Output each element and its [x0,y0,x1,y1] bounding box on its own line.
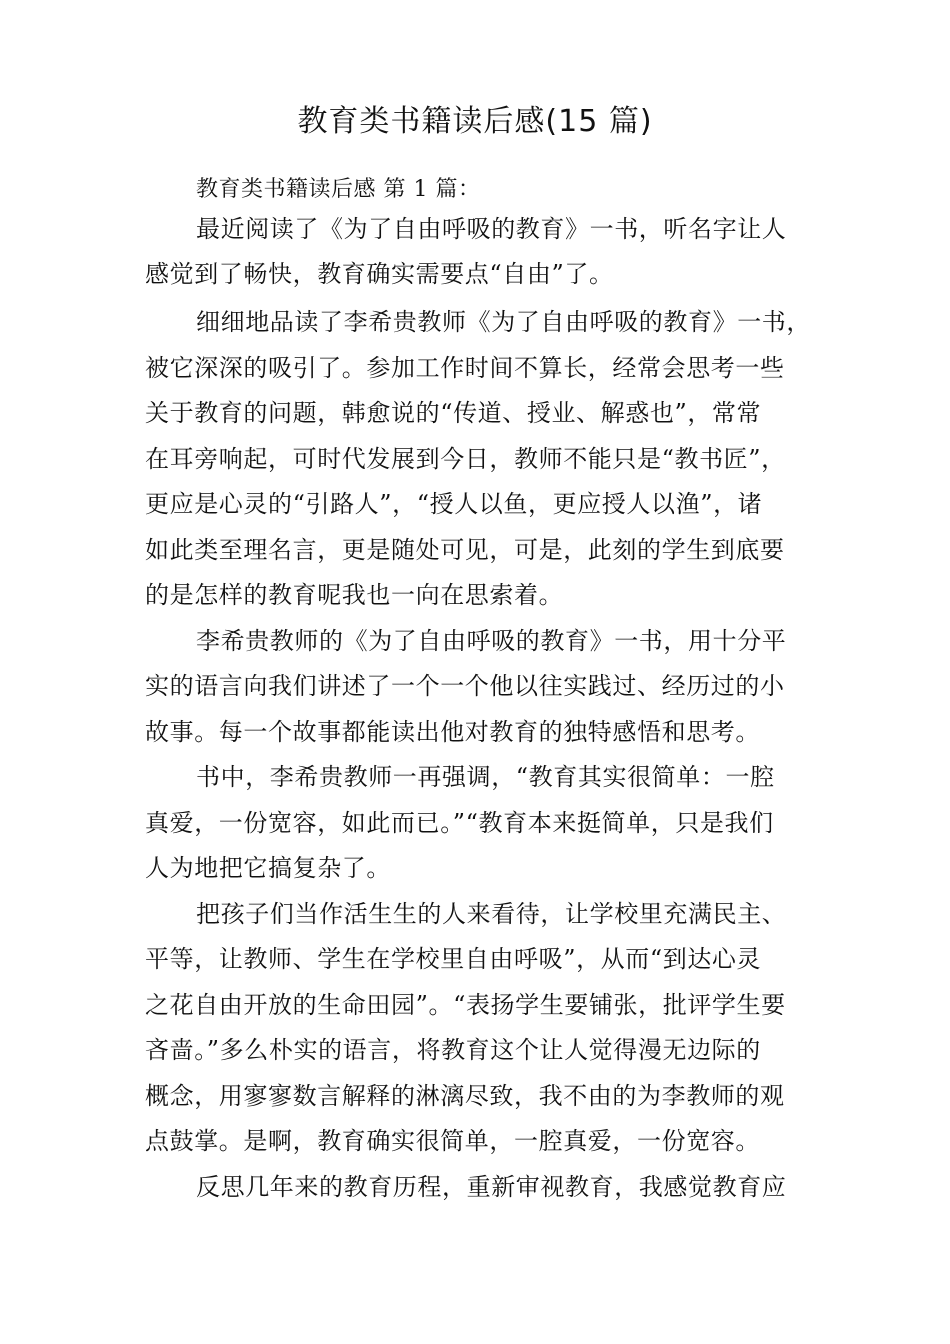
body-line: 吝啬。”多么朴实的语言，将教育这个让人觉得漫无边际的 [145,1036,761,1064]
body-line: 细细地品读了李希贵教师《为了自由呼吸的教育》一书， [196,308,811,336]
body-line: 反思几年来的教育历程，重新审视教育，我感觉教育应 [196,1173,787,1201]
body-line: 故事。每一个故事都能读出他对教育的独特感悟和思考。 [145,718,760,746]
section-heading: 教育类书籍读后感 第 1 篇： [196,177,481,202]
body-line: 关于教育的问题，韩愈说的“传道、授业、解惑也”，常常 [145,399,762,427]
body-line: 把孩子们当作活生生的人来看待，让学校里充满民主、 [196,900,787,928]
body-line: 概念，用寥寥数言解释的淋漓尽致，我不由的为李教师的观 [145,1082,785,1110]
body-line: 平等，让教师、学生在学校里自由呼吸”，从而“到达心灵 [145,945,762,973]
body-line: 被它深深的吸引了。参加工作时间不算长，经常会思考一些 [145,354,785,382]
body-line: 真爱，一份宽容，如此而已。”“教育本来挺简单，只是我们 [145,809,774,837]
body-line: 在耳旁响起，可时代发展到今日，教师不能只是“教书匠”， [145,445,786,473]
body-line: 最近阅读了《为了自由呼吸的教育》一书，听名字让人 [196,215,787,243]
body-line: 书中，李希贵教师一再强调，“教育其实很简单：一腔 [196,763,775,791]
document-title: 教育类书籍读后感(15 篇) [297,104,653,139]
body-line: 点鼓掌。是啊，教育确实很简单，一腔真爱，一份宽容。 [145,1127,760,1155]
body-line: 更应是心灵的“引路人”，“授人以鱼，更应授人以渔”，诸 [145,490,763,518]
body-line: 实的语言向我们讲述了一个一个他以往实践过、经历过的小 [145,672,785,700]
body-line: 感觉到了畅快，教育确实需要点“自由”了。 [145,260,614,288]
body-line: 人为地把它搞复杂了。 [145,854,391,882]
body-line: 之花自由开放的生命田园”。“表扬学生要铺张，批评学生要 [145,991,786,1019]
body-line: 李希贵教师的《为了自由呼吸的教育》一书，用十分平 [196,627,787,655]
body-line: 如此类至理名言，更是随处可见，可是，此刻的学生到底要 [145,536,785,564]
body-line: 的是怎样的教育呢我也一向在思索着。 [145,581,564,609]
